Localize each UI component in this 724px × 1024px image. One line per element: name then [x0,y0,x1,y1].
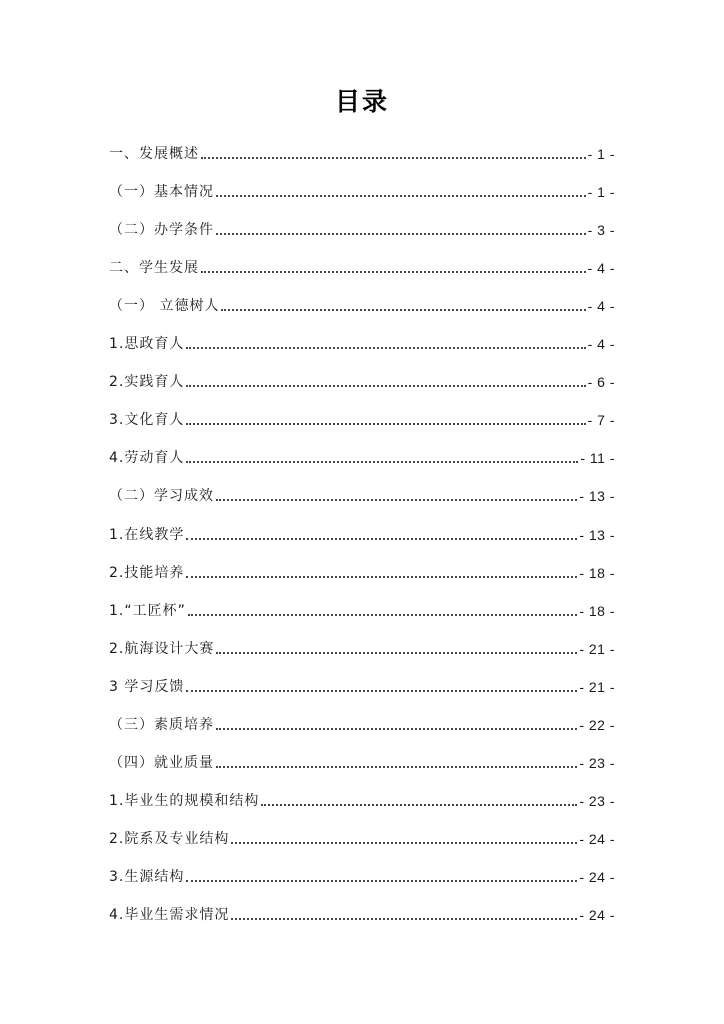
toc-entry[interactable] [109,583,615,621]
toc-dot-leader [186,461,578,463]
toc-entry[interactable] [109,735,615,773]
toc-entry-label: 2.实践育人 [109,374,185,391]
toc-entry-label: 1.思政育人 [109,336,185,353]
toc-entry[interactable] [109,354,615,392]
toc-page-number: - 23 - [579,754,615,771]
toc-entry[interactable] [109,430,615,468]
toc-entry[interactable] [109,621,615,659]
toc-entry-label: （一） 立德树人 [109,298,220,315]
toc-dot-leader [216,195,586,197]
toc-dot-leader [216,499,577,501]
toc-entry[interactable] [109,316,615,354]
toc-entry[interactable] [109,126,615,164]
toc-entry[interactable] [109,240,615,278]
toc-entry-label: 一、发展概述 [109,146,199,163]
toc-dot-leader [186,576,577,578]
toc-entry[interactable] [109,887,615,925]
toc-entry[interactable] [109,506,615,544]
toc-entry-label: 1.毕业生的规模和结构 [109,792,260,809]
toc-page-number: - 24 - [579,868,615,885]
toc-page-number: - 7 - [587,412,615,429]
toc-page-number: - 4 - [587,336,615,353]
toc-entry[interactable] [109,392,615,430]
toc-page-number: - 22 - [579,716,615,733]
toc-page-number: - 6 - [587,374,615,391]
toc-list [109,126,615,925]
toc-dot-leader [186,538,577,540]
toc-dot-leader [186,880,577,882]
toc-page-number: - 18 - [579,602,615,619]
toc-entry-label: 2.技能培养 [109,564,185,581]
toc-dot-leader [261,804,577,806]
toc-dot-leader [186,690,577,692]
toc-entry-label: 2.航海设计大赛 [109,640,215,657]
toc-entry-label: 1.在线教学 [109,526,185,543]
toc-entry[interactable] [109,811,615,849]
toc-entry-label: （二）学习成效 [109,488,214,505]
toc-page-number: - 3 - [587,222,615,239]
toc-page-number: - 18 - [579,564,615,581]
toc-entry[interactable] [109,545,615,583]
toc-page-number: - 24 - [579,906,615,923]
toc-entry[interactable] [109,773,615,811]
toc-dot-leader [188,614,577,616]
toc-entry-label: 3 学习反馈 [109,678,185,695]
toc-dot-leader [216,233,586,235]
toc-dot-leader [186,347,585,349]
toc-dot-leader [186,385,585,387]
toc-entry-label: 3.生源结构 [109,868,185,885]
toc-dot-leader [201,271,586,273]
toc-dot-leader [216,652,577,654]
toc-page-number: - 4 - [587,260,615,277]
toc-entry-label: （二）办学条件 [109,222,214,239]
toc-entry-label: （一）基本情况 [109,184,214,201]
toc-entry-label: 3.文化育人 [109,412,185,429]
toc-dot-leader [231,918,577,920]
toc-entry[interactable] [109,468,615,506]
toc-page-number: - 1 - [587,184,615,201]
toc-entry[interactable] [109,278,615,316]
toc-dot-leader [216,728,577,730]
toc-entry-label: （三）素质培养 [109,716,214,733]
toc-dot-leader [216,766,577,768]
toc-entry[interactable] [109,659,615,697]
toc-page-number: - 11 - [580,450,615,467]
toc-page-number: - 13 - [579,526,615,543]
toc-page-number: - 1 - [587,146,615,163]
toc-entry[interactable] [109,849,615,887]
toc-page-number: - 4 - [587,298,615,315]
toc-title: 目录 [334,87,389,116]
toc-page-number: - 13 - [579,488,615,505]
toc-page-number: - 24 - [579,830,615,847]
toc-dot-leader [186,423,585,425]
toc-entry-label: 4.劳动育人 [109,450,185,467]
toc-page-number: - 23 - [579,792,615,809]
toc-entry-label: 1.“工匠杯” [109,602,186,619]
toc-entry-label: 二、学生发展 [109,260,199,277]
toc-dot-leader [201,157,586,159]
toc-dot-leader [221,309,585,311]
toc-entry-label: 2.院系及专业结构 [109,830,230,847]
toc-entry-label: （四）就业质量 [109,754,214,771]
toc-dot-leader [231,842,577,844]
toc-entry[interactable] [109,202,615,240]
toc-entry-label: 4.毕业生需求情况 [109,906,230,923]
toc-entry[interactable] [109,164,615,202]
toc-page-number: - 21 - [579,640,615,657]
toc-page-number: - 21 - [579,678,615,695]
toc-entry[interactable] [109,697,615,735]
